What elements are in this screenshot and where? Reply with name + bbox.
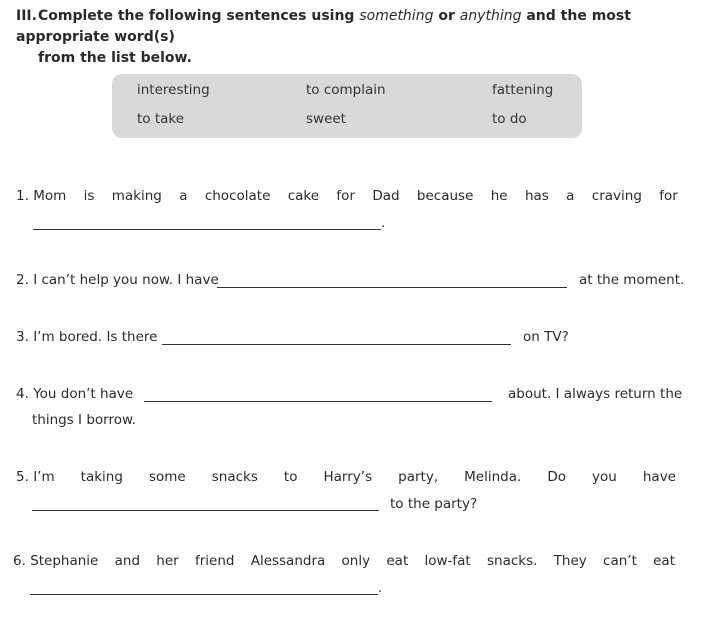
heading-part-2: or (433, 8, 460, 24)
word: snacks. (486, 553, 538, 569)
sentence-number: 2. (16, 272, 29, 288)
word: eat (386, 553, 409, 569)
word: a (179, 188, 188, 204)
word: Stephanie (30, 553, 99, 569)
sentence-5-line-1 (16, 469, 676, 485)
word: eat (653, 553, 675, 569)
word: Do (547, 469, 566, 485)
word: Melinda. (464, 469, 522, 485)
sentence-1-period: . (381, 215, 386, 231)
sentence-1-line-1 (16, 188, 678, 204)
heading-part-3: and the most appropriate word(s) (16, 8, 631, 45)
word: Alessandra (250, 553, 326, 569)
word: has (524, 188, 549, 204)
sentence-4-after: about. I always return the (508, 386, 683, 402)
word: Mom (33, 188, 67, 204)
sentence-4-before: You don’t have (33, 386, 134, 402)
sentence-1-answer-blank[interactable] (33, 229, 381, 230)
sentence-5-answer-blank[interactable] (32, 510, 379, 511)
word: her (156, 553, 179, 569)
word: Dad (372, 188, 400, 204)
heading-part-1: Complete the following sentences using (38, 8, 360, 24)
exercise-heading (16, 6, 706, 69)
word-sweet: sweet (306, 111, 346, 127)
sentence-5-after: to the party? (390, 496, 478, 512)
sentence-number: 4. (16, 386, 29, 402)
exercise-number: III. (16, 8, 37, 24)
word-to-complain: to complain (306, 82, 386, 98)
word: taking (80, 469, 123, 485)
word: and (114, 553, 141, 569)
word-fattening: fattening (492, 82, 554, 98)
word: a (566, 188, 575, 204)
word: Harry’s (323, 469, 373, 485)
word: for (336, 188, 355, 204)
word: making (111, 188, 162, 204)
word: some (148, 469, 186, 485)
sentence-number: 1. (16, 188, 29, 204)
word: have (642, 469, 676, 485)
word: snacks (211, 469, 258, 485)
word: friend (194, 553, 235, 569)
word: for (659, 188, 678, 204)
word: he (490, 188, 508, 204)
heading-line-2: from the list below. (38, 50, 192, 66)
word: chocolate (204, 188, 271, 204)
sentence-6-number-and-word (13, 553, 98, 569)
word-to-do: to do (492, 111, 527, 127)
sentence-2-before: I can’t help you now. I have (33, 272, 219, 288)
word: low-fat (424, 553, 471, 569)
word: only (341, 553, 371, 569)
sentence-3-answer-blank[interactable] (162, 344, 511, 345)
word: craving (591, 188, 642, 204)
word: cake (287, 188, 320, 204)
heading-keyword-something: something (359, 8, 434, 24)
sentence-4-answer-blank[interactable] (144, 401, 492, 402)
word-to-take: to take (137, 111, 185, 127)
sentence-3-after: on TV? (523, 329, 569, 345)
word: because (416, 188, 474, 204)
sentence-2-after: at the moment. (579, 272, 685, 288)
sentence-4-continuation: things I borrow. (32, 412, 137, 428)
word: They (553, 553, 587, 569)
sentence-number: 5. (16, 469, 29, 485)
word-interesting: interesting (137, 82, 210, 98)
sentence-6-period: . (378, 580, 383, 596)
word: to (283, 469, 298, 485)
sentence-1-number-and-word (16, 188, 66, 204)
word: you (592, 469, 617, 485)
word: is (83, 188, 95, 204)
sentence-6-answer-blank[interactable] (30, 594, 378, 595)
sentence-6-line-1 (13, 553, 675, 569)
word: can’t (603, 553, 637, 569)
sentence-5-number-and-word (16, 469, 55, 485)
sentence-4-text (16, 386, 133, 402)
word: I’m (33, 469, 55, 485)
sentence-number: 6. (13, 553, 26, 569)
heading-keyword-anything: anything (459, 8, 522, 24)
sentence-3-before: I’m bored. Is there (33, 329, 158, 345)
sentence-number: 3. (16, 329, 29, 345)
sentence-2-text (16, 272, 219, 288)
sentence-3-text (16, 329, 157, 345)
sentence-2-answer-blank[interactable] (217, 287, 567, 288)
word: party, (398, 469, 439, 485)
